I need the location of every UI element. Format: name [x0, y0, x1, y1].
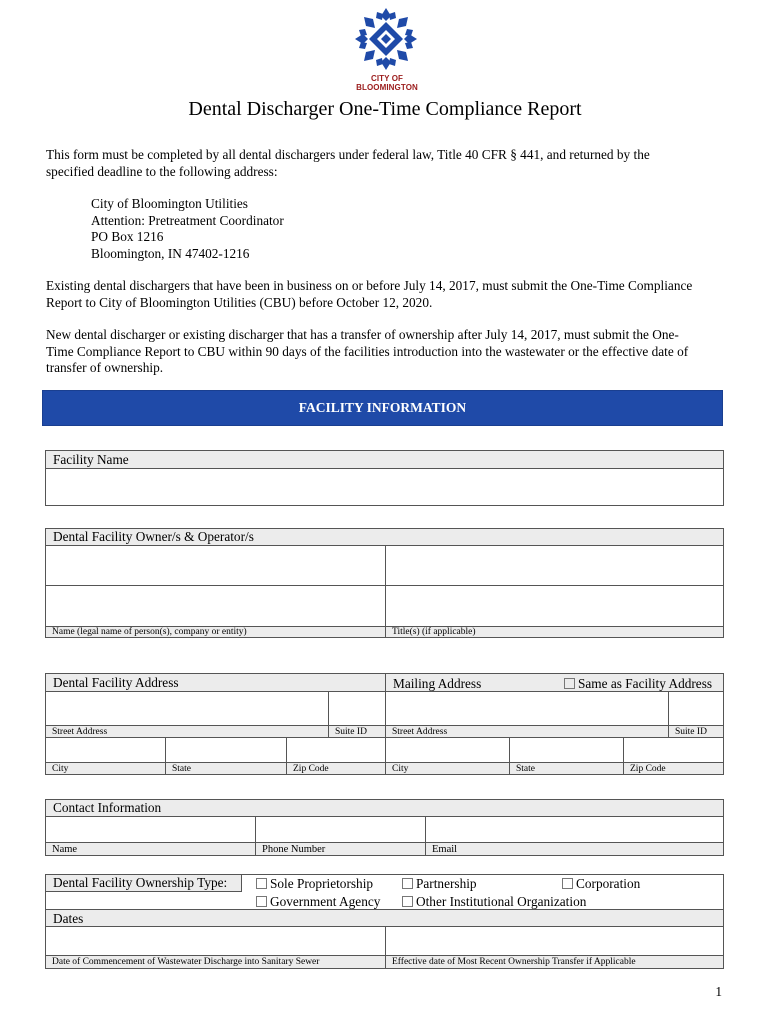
facility-address-label: Dental Facility Address	[46, 674, 385, 691]
ownership-option-other[interactable]	[402, 894, 586, 910]
checkbox-icon[interactable]	[402, 896, 413, 907]
mailing-suite-field[interactable]	[668, 691, 724, 726]
option-label: Other Institutional Organization	[416, 894, 587, 909]
owner-name-field[interactable]	[45, 545, 386, 586]
page-number: 1	[715, 984, 722, 999]
commencement-date-field[interactable]	[45, 926, 386, 956]
same-as-facility-checkbox[interactable]	[564, 676, 712, 692]
mailing-zip-caption: Zip Code	[623, 762, 724, 775]
address-line: PO Box 1216	[91, 229, 164, 244]
city-logo-icon	[355, 8, 417, 70]
dates-label: Dates	[46, 910, 723, 928]
facility-city-caption: City	[45, 762, 166, 775]
new-dischargers-paragraph	[46, 327, 726, 377]
new-line: Time Compliance Report to CBU within 90 days of the facilities introduction into the wastewater or the effective date of	[46, 343, 689, 359]
intro-line: specified deadline to the following address:	[46, 163, 278, 179]
intro-line: This form must be completed by all dental dischargers under federal law, Title 40 CFR § 441, and returned by the	[46, 147, 650, 162]
checkbox-icon[interactable]	[564, 678, 575, 689]
owner-name-field[interactable]	[45, 585, 386, 627]
address-line: Bloomington, IN 47402-1216	[91, 245, 250, 261]
contact-name-caption: Name	[45, 842, 256, 856]
mailing-city-field[interactable]	[385, 737, 510, 763]
option-label: Government Agency	[270, 894, 381, 909]
intro-paragraph	[46, 147, 726, 180]
ownership-label: Dental Facility Ownership Type:	[46, 875, 242, 892]
owner-name-caption: Name (legal name of person(s), company or entity)	[45, 626, 386, 638]
facility-name-field[interactable]	[46, 469, 723, 505]
ownership-option-government[interactable]	[256, 894, 380, 910]
facility-suite-caption: Suite ID	[328, 725, 386, 738]
transfer-date-field[interactable]	[385, 926, 724, 956]
ownership-option-sole[interactable]	[256, 876, 373, 892]
facility-zip-caption: Zip Code	[286, 762, 386, 775]
facility-state-field[interactable]	[165, 737, 287, 763]
mailing-address-text: Mailing Address	[393, 675, 482, 691]
ownership-option-corporation[interactable]	[562, 876, 640, 892]
mailing-zip-field[interactable]	[623, 737, 724, 763]
address-line: City of Bloomington Utilities	[91, 196, 248, 211]
mailing-city-caption: City	[385, 762, 510, 775]
new-line: New dental discharger or existing discharger that has a transfer of ownership after July 14, 2017, must submit the One-	[46, 327, 679, 342]
owner-title-field[interactable]	[385, 585, 724, 627]
option-label: Sole Proprietorship	[270, 876, 374, 891]
commencement-date-caption: Date of Commencement of Wastewater Discharge into Sanitary Sewer	[45, 955, 386, 969]
existing-line: Existing dental dischargers that have been in business on or before July 14, 2017, must submit the One-Time Compliance	[46, 278, 693, 293]
owners-label: Dental Facility Owner/s & Operator/s	[46, 529, 723, 546]
option-label: Partnership	[416, 876, 477, 891]
same-as-facility-label: Same as Facility Address	[578, 676, 713, 691]
facility-name-label: Facility Name	[46, 451, 723, 469]
mailing-address-block	[91, 196, 284, 262]
mailing-suite-caption: Suite ID	[668, 725, 724, 738]
facility-street-caption: Street Address	[45, 725, 329, 738]
owner-title-field[interactable]	[385, 545, 724, 586]
facility-zip-field[interactable]	[286, 737, 386, 763]
mailing-street-caption: Street Address	[385, 725, 669, 738]
facility-name-section	[45, 450, 724, 506]
checkbox-icon[interactable]	[256, 878, 267, 889]
owner-title-caption: Title(s) (if applicable)	[385, 626, 724, 638]
logo-caption: CITY OF BLOOMINGTON	[356, 74, 418, 92]
contact-name-field[interactable]	[45, 816, 256, 843]
contact-email-caption: Email	[425, 842, 724, 856]
ownership-option-partnership[interactable]	[402, 876, 477, 892]
mailing-state-field[interactable]	[509, 737, 624, 763]
new-line: transfer of ownership.	[46, 360, 164, 375]
facility-state-caption: State	[165, 762, 287, 775]
facility-suite-field[interactable]	[328, 691, 386, 726]
option-label: Corporation	[576, 876, 641, 891]
page-title: Dental Discharger One-Time Compliance Report	[188, 98, 582, 120]
checkbox-icon[interactable]	[402, 878, 413, 889]
mailing-street-field[interactable]	[385, 691, 669, 726]
facility-information-banner: FACILITY INFORMATION	[42, 390, 723, 426]
transfer-date-caption: Effective date of Most Recent Ownership Transfer if Applicable	[385, 955, 724, 969]
contact-label: Contact Information	[46, 800, 723, 817]
existing-dischargers-paragraph	[46, 278, 726, 311]
contact-phone-caption: Phone Number	[255, 842, 426, 856]
checkbox-icon[interactable]	[562, 878, 573, 889]
checkbox-icon[interactable]	[256, 896, 267, 907]
address-line: Attention: Pretreatment Coordinator	[91, 212, 284, 228]
existing-line: Report to City of Bloomington Utilities (CBU) before October 12, 2020.	[46, 294, 433, 310]
facility-city-field[interactable]	[45, 737, 166, 763]
contact-phone-field[interactable]	[255, 816, 426, 843]
mailing-state-caption: State	[509, 762, 624, 775]
contact-email-field[interactable]	[425, 816, 724, 843]
facility-street-field[interactable]	[45, 691, 329, 726]
